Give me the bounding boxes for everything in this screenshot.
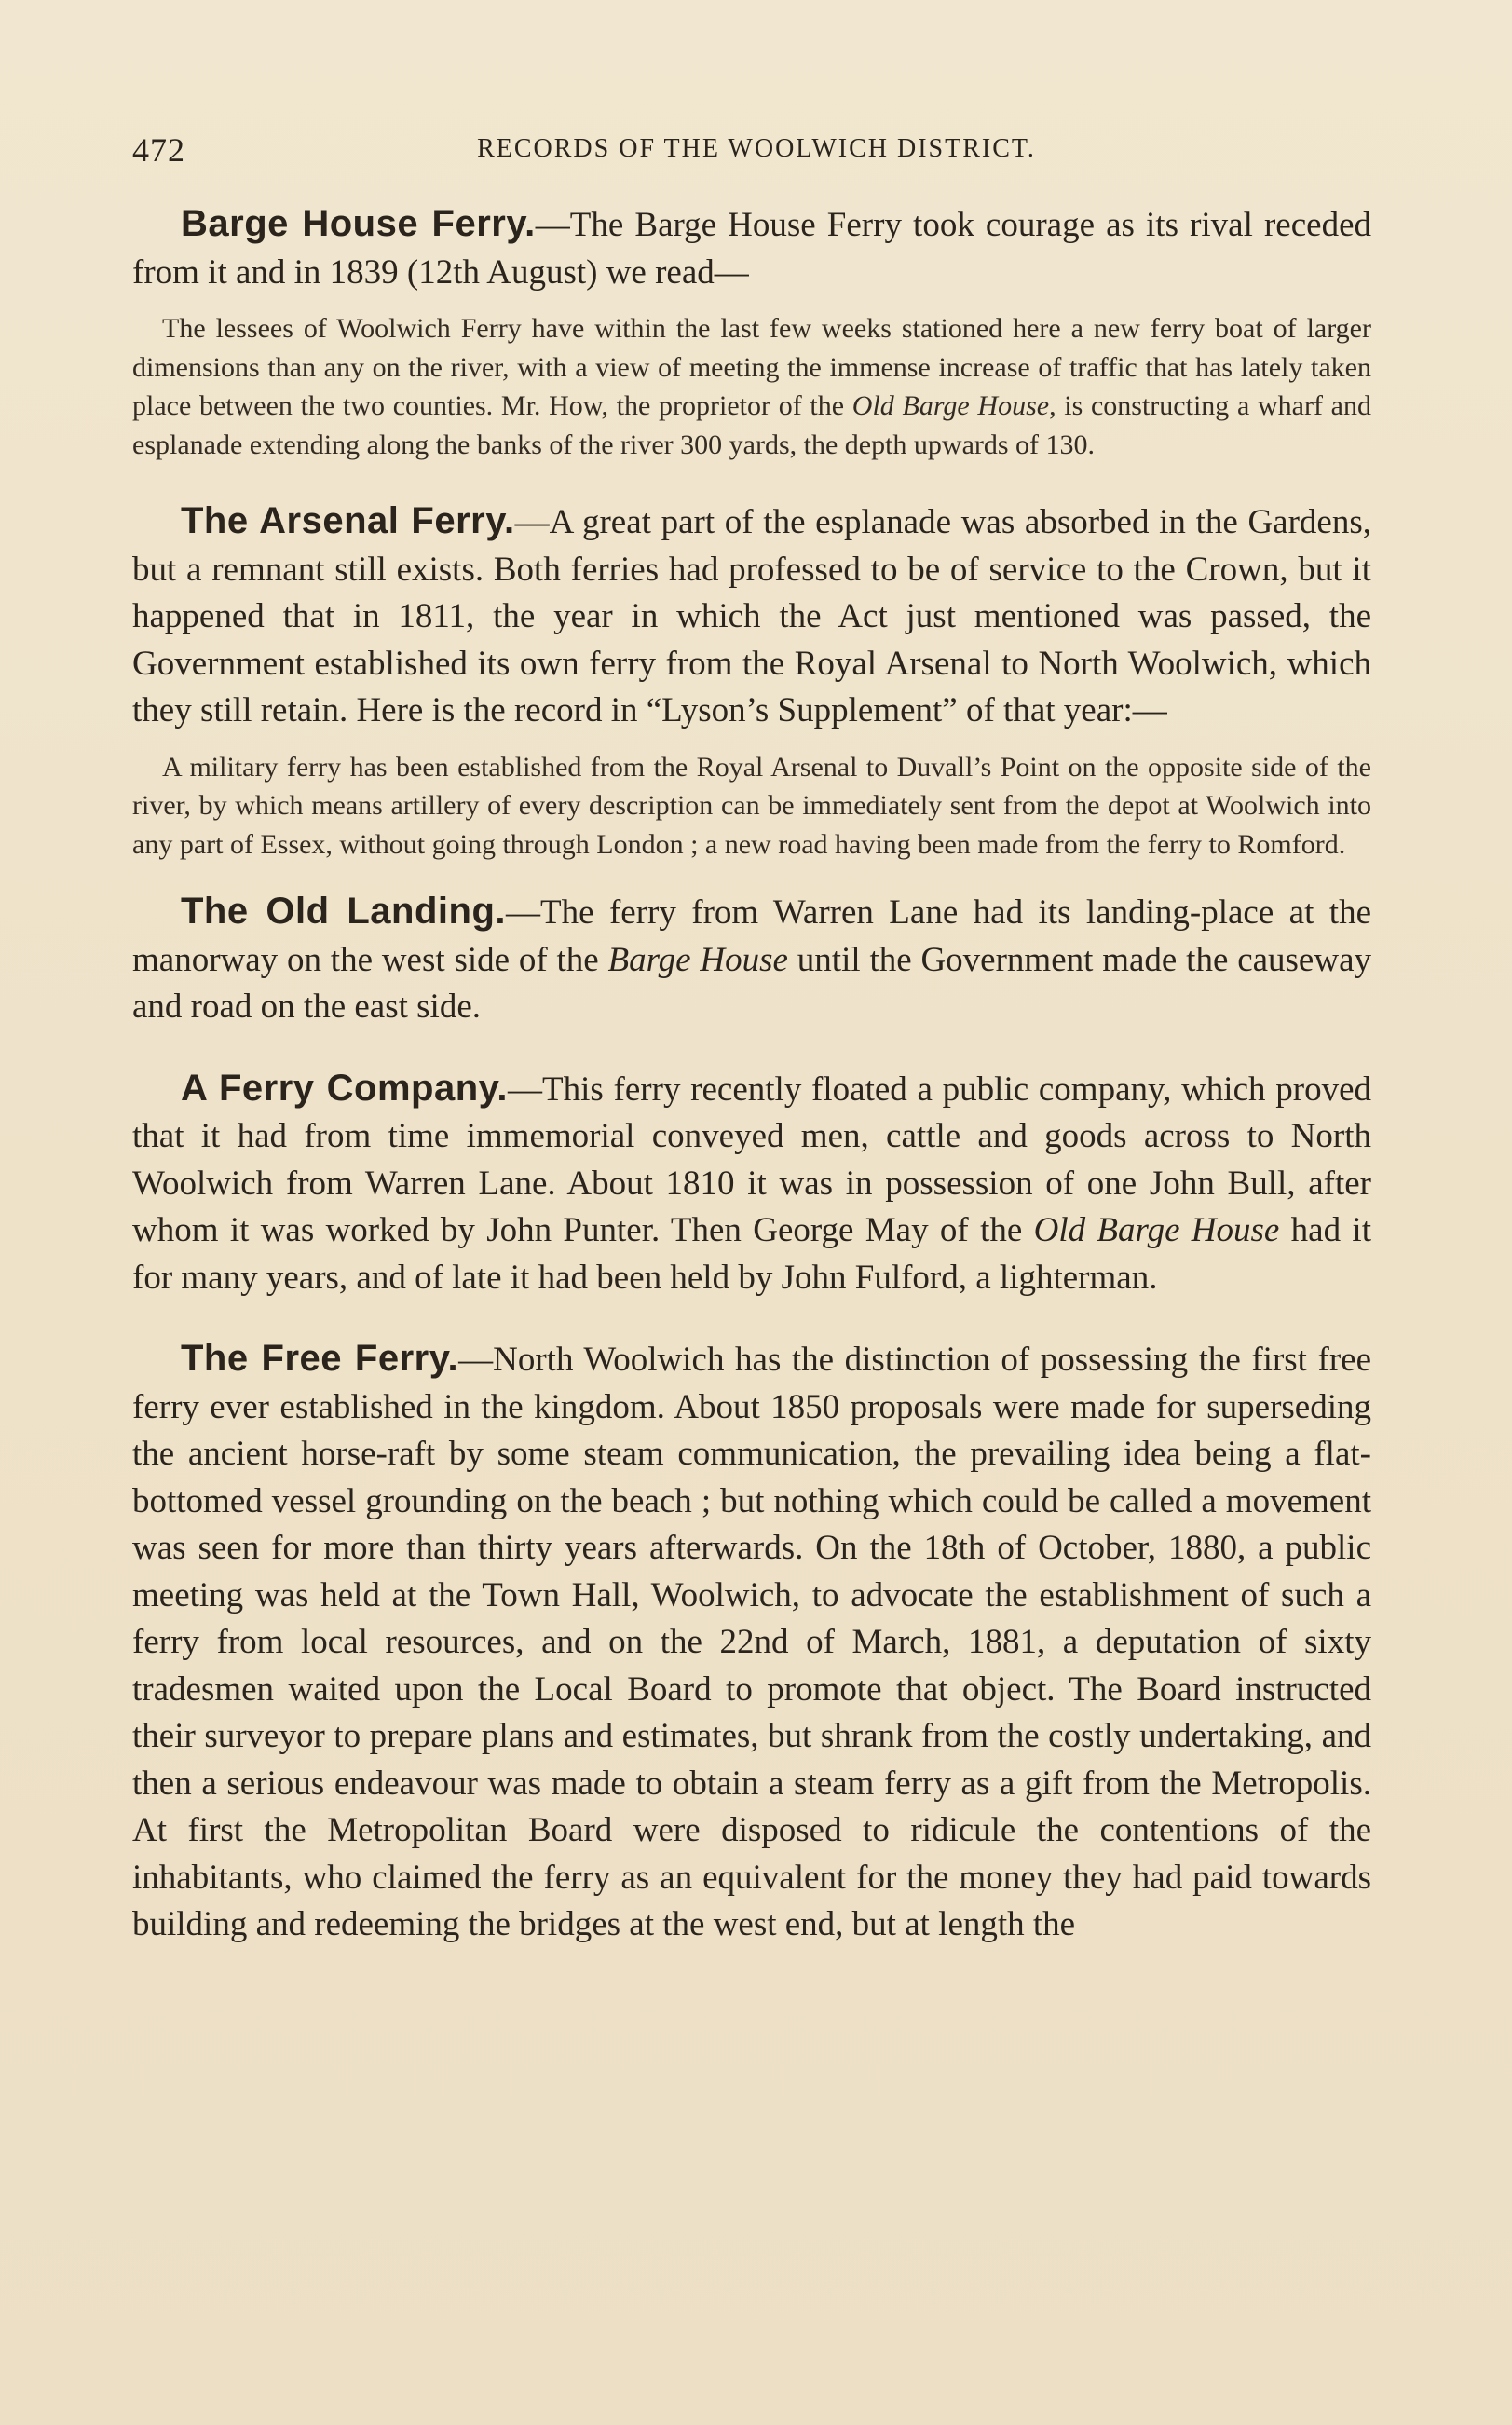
- paragraph-text: —The ferry from Warren Lane had its landing-place at the manorway on the west side of the: [132, 893, 1372, 979]
- section-heading: The Old Landing.: [181, 891, 506, 932]
- section-barge-house-ferry: [132, 200, 1371, 464]
- quote-italic-text: Old Barge House: [851, 390, 1050, 421]
- italic-text: Old Barge House: [1033, 1211, 1280, 1249]
- section-old-landing: [132, 888, 1371, 1031]
- section-heading: The Free Ferry.: [181, 1338, 459, 1379]
- quote-text: , is constructing a wharf and esplanade extending along the banks of the river 300 yards, the depth upwards of 130.: [132, 390, 1372, 460]
- block-quote: [132, 748, 1371, 865]
- paragraph: [132, 1065, 1371, 1302]
- section-heading: The Arsenal Ferry.: [181, 500, 515, 541]
- paragraph-text: had it for many years, and of late it had been held by John Fulford, a lighterman.: [132, 1211, 1371, 1297]
- section-arsenal-ferry: [132, 497, 1371, 864]
- section-free-ferry: [132, 1335, 1371, 1949]
- page-header: [132, 130, 1381, 168]
- paragraph: [132, 1335, 1371, 1949]
- section-heading: Barge House Ferry.: [181, 203, 536, 244]
- paragraph-text: —North Woolwich has the distinction of possessing the first free ferry ever established in the kingdom. About 1850 proposals were made for superseding the ancient horse-raft by some steam communication, the prevailing idea being a flat-bottomed vessel grounding on the beach ; but nothing which could be called a movement was seen for more than thirty years afterwards. On the 18th of October, 1880, a public meeting was held at the Town Hall, Woolwich, to advocate the establishment of such a ferry from local resources, and on the 22nd of March, 1881, a deputation of sixty tradesmen waited upon the Local Board to promote that object. The Board instructed their surveyor to prepare plans and estimates, but shrank from the costly undertaking, and then a serious endeavour was made to obtain a steam ferry as a gift from the Metropolis. At first the Metropolitan Board were disposed to ridicule the contentions of the inhabitants, who claimed the ferry as an equivalent for the money they had paid towards building and redeeming the bridges at the west end, but at length the: [132, 1341, 1371, 1943]
- paragraph-text: —The Barge House Ferry took courage as its rival receded from it and in 1839 (12th August) we read—: [132, 206, 1371, 292]
- paragraph-text: until the Government made the causeway and road on the east side.: [132, 940, 1371, 1026]
- paragraph-text: —A great part of the esplanade was absorbed in the Gardens, but a remnant still exists. Both ferries had professed to be of service to the Crown, but it happened that in 1811, the year in which the Act just mentioned was passed, the Government established its own ferry from the Royal Arsenal to North Woolwich, which they still retain. Here is the record in “Lyson’s Supplement” of that year:—: [132, 503, 1371, 729]
- page-body: [132, 200, 1371, 1949]
- section-heading: A Ferry Company.: [181, 1067, 509, 1109]
- paragraph: [132, 497, 1371, 735]
- section-ferry-company: [132, 1065, 1371, 1302]
- italic-text: Barge House: [607, 940, 788, 979]
- block-quote: [132, 309, 1371, 464]
- paragraph: [132, 200, 1371, 296]
- quote-text: The lessees of Woolwich Ferry have within the last few weeks stationed here a new ferry boat of larger dimensions than any on the river, with a view of meeting the immense increase of traffic that has lately taken place between the two counties. Mr. How, the proprietor of the: [132, 313, 1371, 421]
- running-title: RECORDS OF THE WOOLWICH DISTRICT.: [477, 134, 1036, 163]
- quote-text: A military ferry has been established from the Royal Arsenal to Duvall’s Point on the opposite side of the river, by which means artillery of every description can be immediately sent from the depot at Woolwich into any part of Essex, without going through London ; a new road having been made from the ferry to Romford.: [132, 751, 1371, 860]
- page-number: 472: [132, 131, 185, 169]
- paragraph: [132, 888, 1371, 1031]
- paragraph-text: —This ferry recently floated a public company, which proved that it had from time immemorial conveyed men, cattle and goods across to North Woolwich from Warren Lane. About 1810 it was in possession of one John Bull, after whom it was worked by John Punter. Then George May of the: [132, 1069, 1371, 1249]
